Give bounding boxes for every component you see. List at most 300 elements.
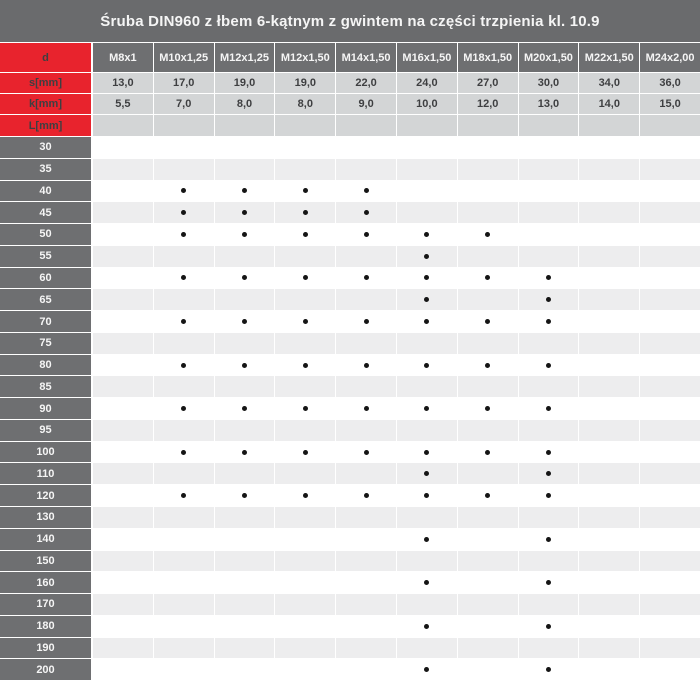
- length-row: [0, 594, 700, 616]
- availability-cell: [275, 638, 336, 659]
- availability-cell: [458, 485, 519, 506]
- availability-cell: [579, 268, 640, 289]
- availability-cell: [154, 289, 215, 310]
- availability-cell: [275, 616, 336, 637]
- availability-cell: [640, 485, 700, 506]
- availability-cell: [275, 333, 336, 354]
- availability-cell: [519, 594, 580, 615]
- availability-cell: [93, 246, 154, 267]
- header-row: [0, 43, 700, 73]
- availability-cell: [336, 268, 397, 289]
- availability-cell: [215, 594, 276, 615]
- availability-cell: [519, 659, 580, 680]
- availability-cell: [275, 268, 336, 289]
- availability-cell: [579, 659, 640, 680]
- availability-cell: [458, 420, 519, 441]
- availability-cell: [579, 594, 640, 615]
- availability-cell: [519, 181, 580, 202]
- availability-cell: [215, 289, 276, 310]
- availability-cell: [154, 485, 215, 506]
- availability-cell: [336, 159, 397, 180]
- availability-cell: [579, 616, 640, 637]
- availability-dot-icon: [364, 319, 369, 324]
- availability-cell: [215, 224, 276, 245]
- length-row: [0, 442, 700, 464]
- availability-cell: [93, 638, 154, 659]
- availability-dot-icon: [485, 363, 490, 368]
- l-empty-cell: [215, 115, 276, 136]
- length-row: [0, 420, 700, 442]
- size-table: [0, 43, 700, 680]
- availability-cell: [215, 202, 276, 223]
- availability-cell: [336, 376, 397, 397]
- availability-dot-icon: [424, 254, 429, 259]
- availability-cell: [336, 420, 397, 441]
- availability-dot-icon: [181, 406, 186, 411]
- thread-size-header-cell: M12x1,50: [275, 43, 336, 72]
- availability-dot-icon: [424, 580, 429, 585]
- k-row: [0, 94, 700, 115]
- availability-cell: [519, 137, 580, 158]
- availability-cell: [215, 572, 276, 593]
- availability-cell: [336, 202, 397, 223]
- s-value-cell: 17,0: [154, 73, 215, 93]
- availability-cell: [93, 398, 154, 419]
- thread-size-header-cell: M12x1,25: [215, 43, 276, 72]
- availability-dot-icon: [242, 406, 247, 411]
- availability-cell: [275, 181, 336, 202]
- availability-dot-icon: [485, 406, 490, 411]
- length-row: [0, 159, 700, 181]
- availability-cell: [154, 616, 215, 637]
- availability-dot-icon: [303, 493, 308, 498]
- length-row: [0, 224, 700, 246]
- availability-cell: [519, 398, 580, 419]
- length-row: [0, 246, 700, 268]
- availability-cell: [458, 268, 519, 289]
- availability-cell: [640, 442, 700, 463]
- availability-cell: [154, 159, 215, 180]
- availability-cell: [154, 376, 215, 397]
- availability-cell: [397, 333, 458, 354]
- thread-size-header-cell: M8x1: [93, 43, 154, 72]
- availability-cell: [336, 398, 397, 419]
- availability-dot-icon: [242, 210, 247, 215]
- availability-cell: [579, 572, 640, 593]
- availability-dot-icon: [485, 232, 490, 237]
- availability-dot-icon: [181, 363, 186, 368]
- availability-dot-icon: [546, 537, 551, 542]
- s-row: [0, 73, 700, 94]
- s-value-cell: 36,0: [640, 73, 700, 93]
- availability-cell: [579, 638, 640, 659]
- availability-cell: [519, 463, 580, 484]
- availability-cell: [154, 398, 215, 419]
- availability-dot-icon: [424, 493, 429, 498]
- s-value-cell: 19,0: [215, 73, 276, 93]
- availability-cell: [93, 594, 154, 615]
- availability-dot-icon: [546, 297, 551, 302]
- availability-cell: [215, 181, 276, 202]
- availability-cell: [336, 594, 397, 615]
- k-value-cell: 9,0: [336, 94, 397, 114]
- length-row: [0, 485, 700, 507]
- availability-cell: [215, 159, 276, 180]
- availability-dot-icon: [546, 450, 551, 455]
- availability-cell: [640, 638, 700, 659]
- length-row: [0, 333, 700, 355]
- availability-cell: [154, 659, 215, 680]
- availability-dot-icon: [242, 188, 247, 193]
- availability-cell: [93, 355, 154, 376]
- availability-cell: [519, 638, 580, 659]
- availability-cell: [519, 355, 580, 376]
- length-label-cell: 130: [0, 507, 93, 528]
- availability-dot-icon: [364, 188, 369, 193]
- length-label-cell: 140: [0, 529, 93, 550]
- availability-cell: [275, 529, 336, 550]
- availability-cell: [397, 638, 458, 659]
- availability-cell: [215, 376, 276, 397]
- availability-cell: [93, 485, 154, 506]
- availability-dot-icon: [181, 232, 186, 237]
- availability-cell: [397, 398, 458, 419]
- availability-cell: [397, 355, 458, 376]
- availability-cell: [640, 159, 700, 180]
- availability-cell: [458, 355, 519, 376]
- length-label-cell: 160: [0, 572, 93, 593]
- length-row: [0, 659, 700, 680]
- availability-cell: [397, 594, 458, 615]
- availability-dot-icon: [242, 232, 247, 237]
- availability-dot-icon: [303, 319, 308, 324]
- availability-cell: [397, 659, 458, 680]
- availability-dot-icon: [546, 580, 551, 585]
- availability-dot-icon: [364, 275, 369, 280]
- availability-cell: [397, 268, 458, 289]
- availability-cell: [154, 507, 215, 528]
- availability-cell: [640, 551, 700, 572]
- availability-cell: [93, 137, 154, 158]
- length-row: [0, 137, 700, 159]
- length-row: [0, 202, 700, 224]
- length-row: [0, 311, 700, 333]
- availability-cell: [640, 398, 700, 419]
- thread-size-header-cell: M24x2,00: [640, 43, 700, 72]
- availability-cell: [640, 355, 700, 376]
- length-row: [0, 181, 700, 203]
- length-row: [0, 507, 700, 529]
- thread-size-header-cell: M14x1,50: [336, 43, 397, 72]
- availability-cell: [519, 202, 580, 223]
- availability-cell: [640, 289, 700, 310]
- availability-cell: [579, 181, 640, 202]
- availability-cell: [336, 333, 397, 354]
- availability-cell: [154, 224, 215, 245]
- availability-cell: [519, 442, 580, 463]
- length-label-cell: 170: [0, 594, 93, 615]
- availability-cell: [519, 224, 580, 245]
- availability-cell: [579, 442, 640, 463]
- availability-cell: [397, 159, 458, 180]
- availability-cell: [154, 442, 215, 463]
- availability-cell: [640, 376, 700, 397]
- availability-cell: [640, 463, 700, 484]
- availability-cell: [93, 659, 154, 680]
- availability-cell: [154, 333, 215, 354]
- availability-cell: [336, 551, 397, 572]
- availability-dot-icon: [303, 406, 308, 411]
- length-label-cell: 55: [0, 246, 93, 267]
- availability-cell: [275, 463, 336, 484]
- availability-cell: [579, 420, 640, 441]
- availability-cell: [154, 529, 215, 550]
- availability-dot-icon: [242, 275, 247, 280]
- length-label-cell: 85: [0, 376, 93, 397]
- availability-cell: [93, 420, 154, 441]
- availability-cell: [458, 159, 519, 180]
- availability-cell: [397, 311, 458, 332]
- availability-dot-icon: [424, 537, 429, 542]
- availability-cell: [275, 442, 336, 463]
- thread-size-header-cell: M20x1,50: [519, 43, 580, 72]
- availability-dot-icon: [303, 232, 308, 237]
- availability-cell: [579, 159, 640, 180]
- availability-dot-icon: [242, 493, 247, 498]
- length-label-cell: 110: [0, 463, 93, 484]
- diameter-header-cell: d: [0, 43, 93, 72]
- availability-cell: [397, 376, 458, 397]
- availability-cell: [215, 246, 276, 267]
- availability-cell: [397, 181, 458, 202]
- availability-cell: [215, 398, 276, 419]
- availability-cell: [397, 529, 458, 550]
- availability-cell: [458, 638, 519, 659]
- availability-cell: [154, 311, 215, 332]
- availability-dot-icon: [303, 450, 308, 455]
- availability-cell: [93, 507, 154, 528]
- availability-cell: [579, 311, 640, 332]
- availability-cell: [579, 224, 640, 245]
- s-value-cell: 27,0: [458, 73, 519, 93]
- availability-cell: [640, 246, 700, 267]
- availability-cell: [579, 333, 640, 354]
- length-label-cell: 80: [0, 355, 93, 376]
- availability-cell: [93, 551, 154, 572]
- availability-dot-icon: [485, 450, 490, 455]
- availability-dot-icon: [242, 319, 247, 324]
- availability-dot-icon: [181, 210, 186, 215]
- availability-cell: [458, 594, 519, 615]
- availability-cell: [215, 463, 276, 484]
- availability-cell: [275, 355, 336, 376]
- availability-cell: [215, 333, 276, 354]
- availability-cell: [640, 529, 700, 550]
- length-label-cell: 90: [0, 398, 93, 419]
- availability-cell: [275, 137, 336, 158]
- availability-dot-icon: [364, 450, 369, 455]
- length-label-cell: 75: [0, 333, 93, 354]
- availability-cell: [640, 202, 700, 223]
- availability-cell: [93, 224, 154, 245]
- length-row: [0, 616, 700, 638]
- availability-cell: [275, 551, 336, 572]
- availability-cell: [458, 246, 519, 267]
- availability-cell: [640, 224, 700, 245]
- k-value-cell: 8,0: [275, 94, 336, 114]
- availability-cell: [519, 616, 580, 637]
- availability-dot-icon: [546, 363, 551, 368]
- availability-cell: [215, 551, 276, 572]
- availability-cell: [336, 289, 397, 310]
- l-label-cell: L[mm]: [0, 115, 93, 136]
- availability-cell: [579, 398, 640, 419]
- availability-cell: [275, 572, 336, 593]
- availability-cell: [397, 507, 458, 528]
- length-row: [0, 463, 700, 485]
- availability-dot-icon: [364, 210, 369, 215]
- availability-cell: [640, 659, 700, 680]
- k-value-cell: 15,0: [640, 94, 700, 114]
- length-row: [0, 529, 700, 551]
- availability-cell: [275, 485, 336, 506]
- availability-cell: [336, 638, 397, 659]
- availability-cell: [519, 246, 580, 267]
- length-label-cell: 40: [0, 181, 93, 202]
- availability-dot-icon: [424, 275, 429, 280]
- availability-cell: [275, 289, 336, 310]
- availability-cell: [336, 137, 397, 158]
- availability-cell: [579, 246, 640, 267]
- availability-dot-icon: [546, 319, 551, 324]
- availability-cell: [458, 333, 519, 354]
- availability-cell: [640, 181, 700, 202]
- availability-cell: [458, 376, 519, 397]
- availability-cell: [275, 420, 336, 441]
- availability-cell: [458, 442, 519, 463]
- length-row: [0, 289, 700, 311]
- s-value-cell: 34,0: [579, 73, 640, 93]
- availability-cell: [397, 551, 458, 572]
- availability-cell: [336, 181, 397, 202]
- availability-cell: [519, 159, 580, 180]
- length-row: [0, 551, 700, 573]
- length-label-cell: 65: [0, 289, 93, 310]
- availability-cell: [336, 485, 397, 506]
- availability-dot-icon: [546, 624, 551, 629]
- availability-cell: [579, 507, 640, 528]
- availability-cell: [154, 202, 215, 223]
- availability-dot-icon: [424, 232, 429, 237]
- availability-cell: [336, 529, 397, 550]
- availability-cell: [154, 572, 215, 593]
- availability-cell: [275, 159, 336, 180]
- k-value-cell: 5,5: [93, 94, 154, 114]
- k-value-cell: 14,0: [579, 94, 640, 114]
- availability-cell: [154, 420, 215, 441]
- availability-cell: [275, 376, 336, 397]
- availability-cell: [640, 420, 700, 441]
- availability-cell: [275, 311, 336, 332]
- availability-cell: [519, 289, 580, 310]
- availability-cell: [640, 507, 700, 528]
- s-value-cell: 19,0: [275, 73, 336, 93]
- availability-dot-icon: [242, 363, 247, 368]
- availability-cell: [275, 594, 336, 615]
- availability-cell: [397, 463, 458, 484]
- length-label-cell: 50: [0, 224, 93, 245]
- length-label-cell: 30: [0, 137, 93, 158]
- availability-cell: [458, 137, 519, 158]
- availability-cell: [93, 289, 154, 310]
- l-empty-cell: [93, 115, 154, 136]
- availability-dot-icon: [485, 493, 490, 498]
- availability-cell: [336, 442, 397, 463]
- availability-cell: [215, 659, 276, 680]
- availability-cell: [579, 376, 640, 397]
- length-label-cell: 190: [0, 638, 93, 659]
- availability-cell: [519, 333, 580, 354]
- availability-cell: [519, 268, 580, 289]
- availability-cell: [579, 202, 640, 223]
- availability-cell: [519, 376, 580, 397]
- availability-cell: [215, 638, 276, 659]
- availability-cell: [640, 572, 700, 593]
- availability-cell: [458, 551, 519, 572]
- availability-cell: [275, 202, 336, 223]
- availability-cell: [397, 224, 458, 245]
- availability-cell: [336, 572, 397, 593]
- k-value-cell: 7,0: [154, 94, 215, 114]
- availability-cell: [579, 463, 640, 484]
- availability-cell: [93, 159, 154, 180]
- availability-cell: [215, 355, 276, 376]
- availability-cell: [519, 572, 580, 593]
- availability-cell: [93, 529, 154, 550]
- availability-cell: [154, 463, 215, 484]
- availability-dot-icon: [485, 275, 490, 280]
- availability-dot-icon: [485, 319, 490, 324]
- availability-dot-icon: [424, 406, 429, 411]
- length-label-cell: 100: [0, 442, 93, 463]
- availability-cell: [275, 224, 336, 245]
- k-value-cell: 12,0: [458, 94, 519, 114]
- length-label-cell: 120: [0, 485, 93, 506]
- availability-cell: [336, 616, 397, 637]
- availability-cell: [640, 616, 700, 637]
- availability-cell: [640, 594, 700, 615]
- availability-cell: [154, 137, 215, 158]
- availability-cell: [93, 311, 154, 332]
- availability-cell: [458, 463, 519, 484]
- k-label-cell: k[mm]: [0, 94, 93, 114]
- length-label-cell: 35: [0, 159, 93, 180]
- availability-cell: [93, 181, 154, 202]
- availability-cell: [397, 572, 458, 593]
- availability-cell: [579, 137, 640, 158]
- availability-cell: [458, 529, 519, 550]
- availability-cell: [275, 507, 336, 528]
- availability-cell: [215, 420, 276, 441]
- length-label-cell: 150: [0, 551, 93, 572]
- availability-cell: [93, 572, 154, 593]
- availability-cell: [154, 594, 215, 615]
- availability-dot-icon: [364, 493, 369, 498]
- availability-cell: [640, 137, 700, 158]
- availability-dot-icon: [364, 232, 369, 237]
- availability-dot-icon: [424, 471, 429, 476]
- availability-cell: [458, 572, 519, 593]
